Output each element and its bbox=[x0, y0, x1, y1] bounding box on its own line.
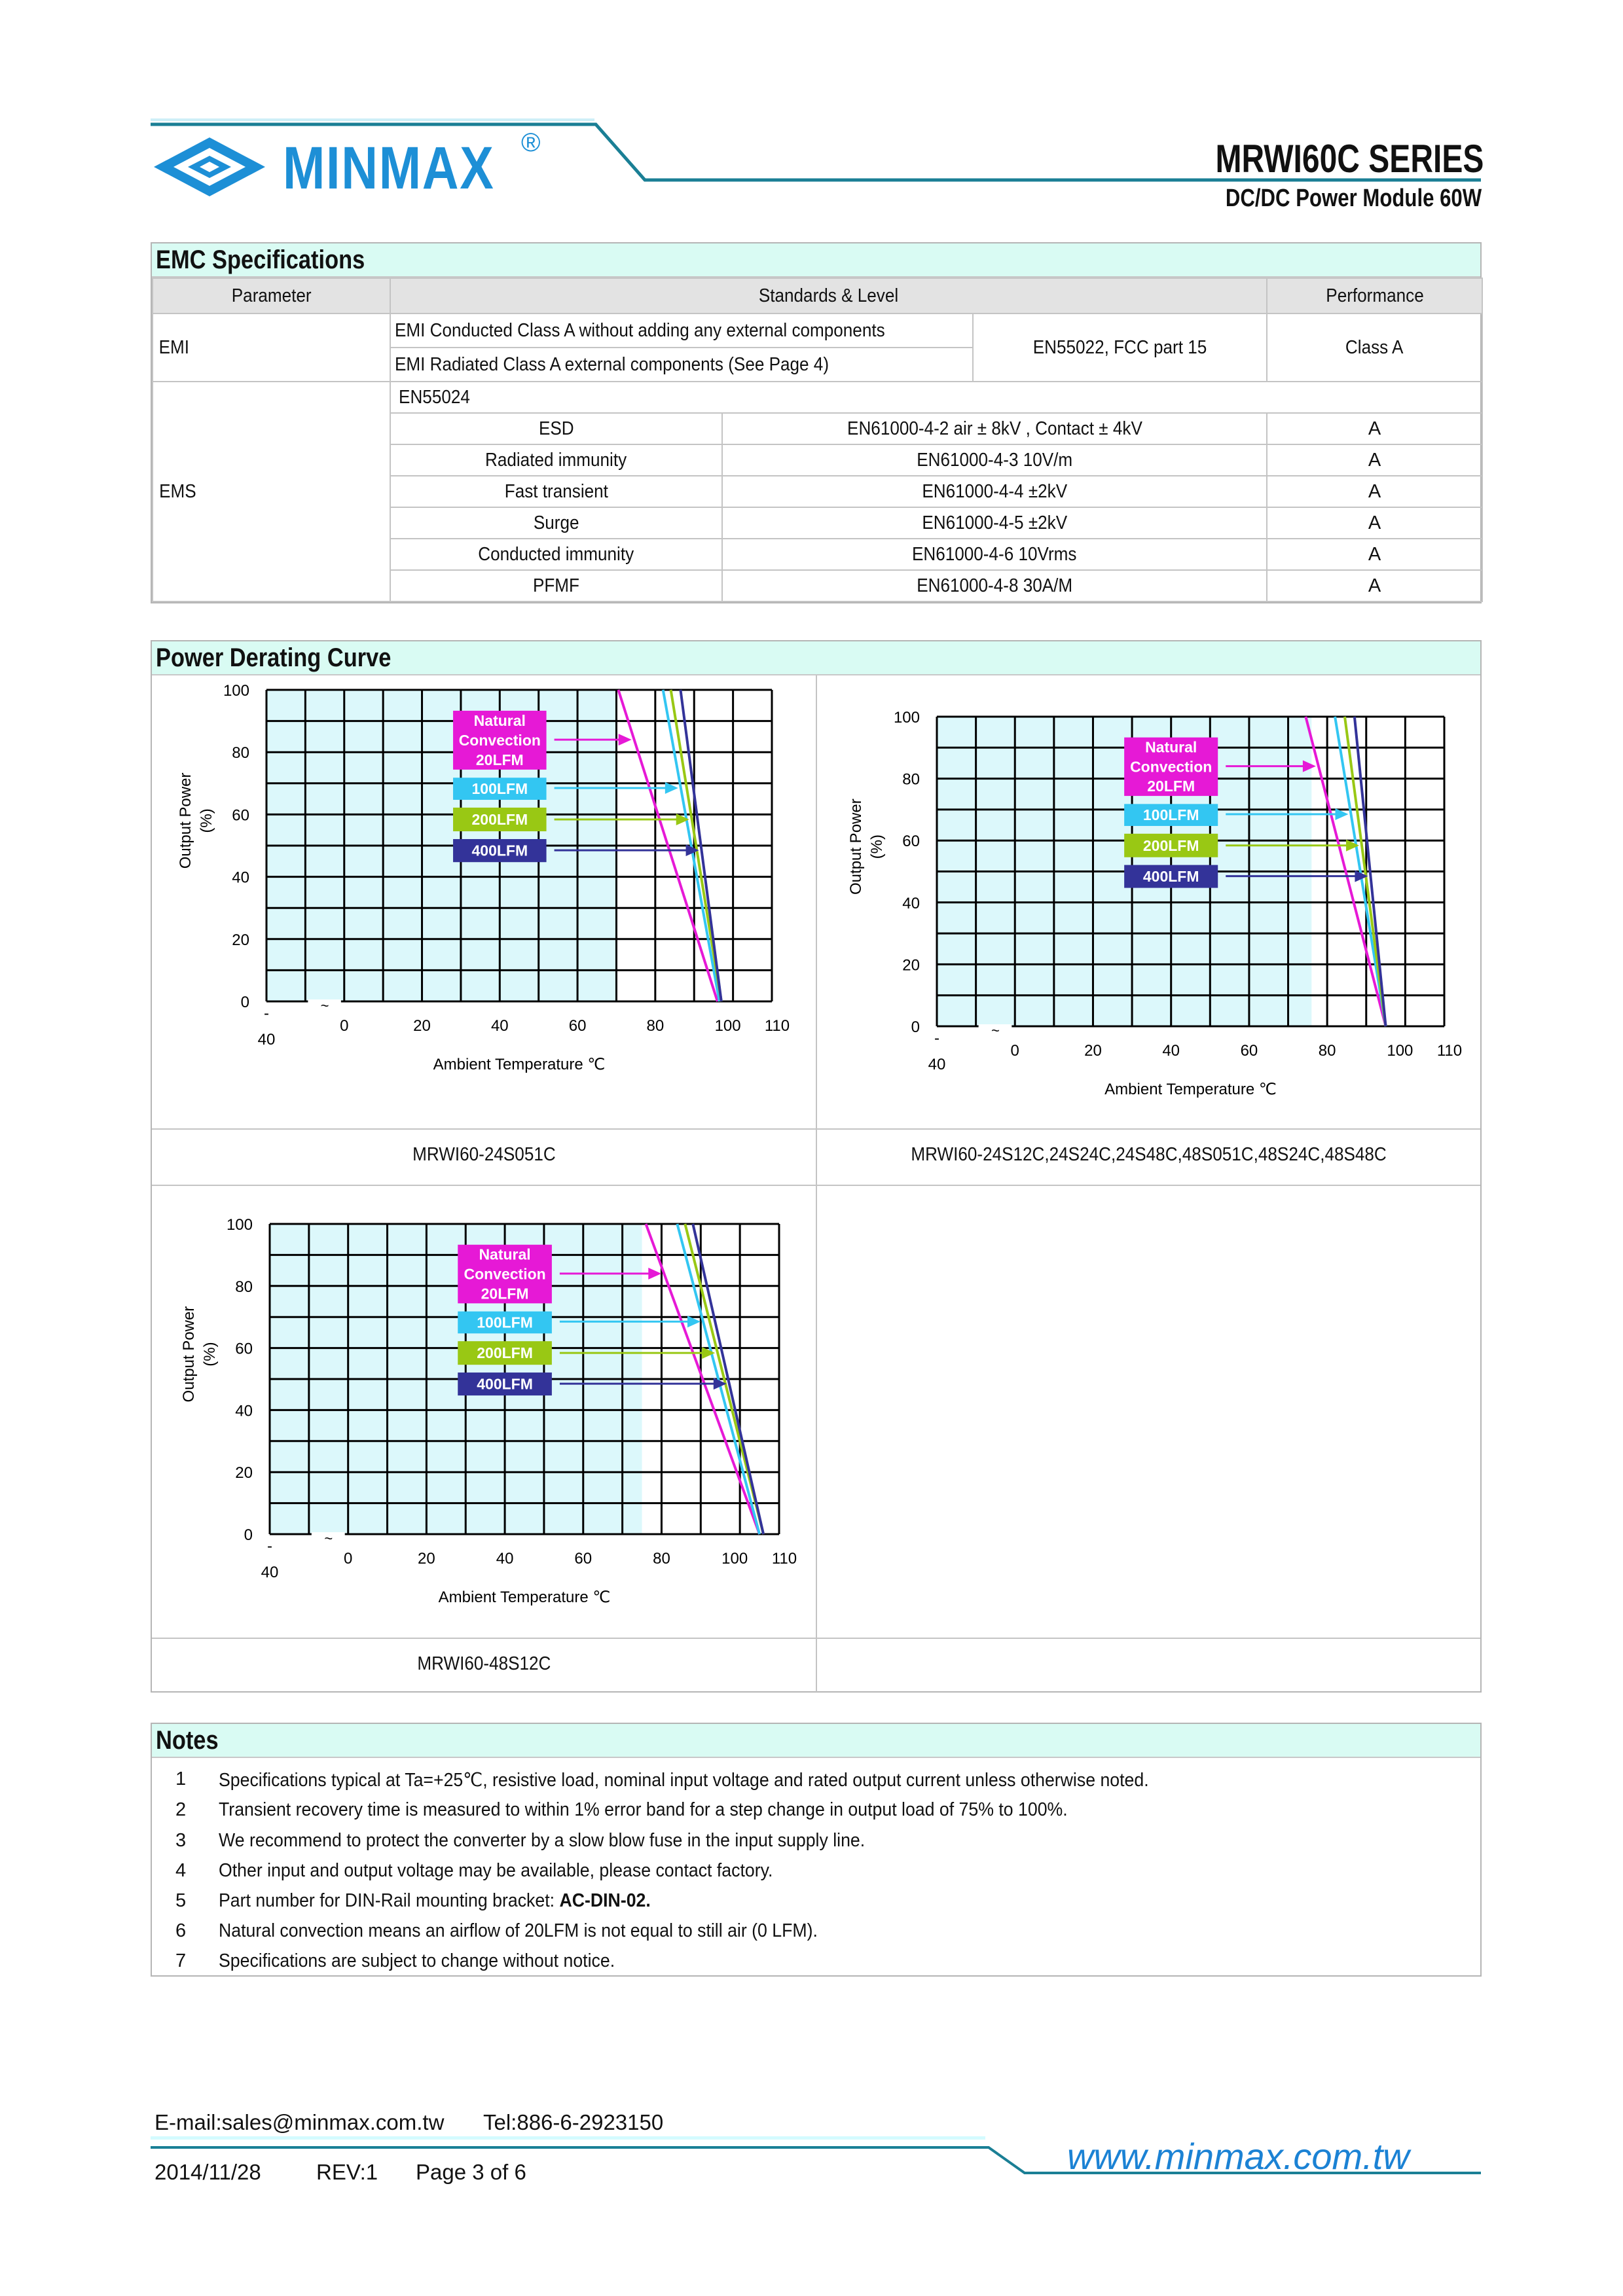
footer-tel: Tel:886-6-2923150 bbox=[483, 2110, 664, 2134]
y-tick-label: 60 bbox=[232, 806, 249, 825]
arrow-head-icon bbox=[648, 1268, 661, 1280]
standard-cell: EN55024 bbox=[390, 382, 1482, 413]
series-title: MRWI60C SERIES bbox=[1215, 137, 1484, 181]
parameter-cell: EMS bbox=[153, 382, 390, 601]
divider bbox=[152, 1128, 1480, 1130]
footer-revision: REV:1 bbox=[316, 2160, 378, 2184]
legend-label: Natural bbox=[479, 1246, 531, 1263]
test-item: Fast transient bbox=[390, 476, 722, 507]
x-tick-label: 0 bbox=[1010, 1042, 1019, 1060]
test-level: EN61000-4-5 ±2kV bbox=[722, 507, 1267, 539]
y-axis-title: Output Power bbox=[177, 772, 194, 869]
performance-cell: A bbox=[1267, 413, 1482, 444]
x-axis-title: Ambient Temperature ℃ bbox=[433, 1056, 606, 1073]
test-item: Radiated immunity bbox=[390, 444, 722, 476]
legend-label: Convection bbox=[464, 1265, 546, 1283]
y-tick-label: 80 bbox=[902, 770, 920, 789]
chart-caption: MRWI60-24S12C,24S24C,24S48C,48S051C,48S24C,48S48C bbox=[911, 1144, 1387, 1165]
x-tick-label: 20 bbox=[1084, 1042, 1102, 1060]
legend-label: 400LFM bbox=[477, 1375, 533, 1393]
divider bbox=[152, 1638, 1480, 1639]
y-tick-label: 40 bbox=[902, 894, 920, 912]
section-title: EMC Specifications bbox=[152, 243, 1480, 278]
footer-date: 2014/11/28 bbox=[155, 2160, 261, 2184]
x-tick-label: 80 bbox=[653, 1550, 670, 1568]
x-tick-label: 40 bbox=[257, 1031, 276, 1049]
performance-cell: A bbox=[1267, 476, 1482, 507]
x-tick-label: 60 bbox=[574, 1550, 593, 1568]
test-item: ESD bbox=[390, 413, 722, 444]
performance-cell: A bbox=[1267, 444, 1482, 476]
column-header: Standards & Level bbox=[390, 278, 1267, 314]
test-level: EN61000-4-6 10Vrms bbox=[722, 539, 1267, 570]
test-item: Surge bbox=[390, 507, 722, 539]
y-tick-label: 60 bbox=[902, 833, 920, 851]
y-tick-label: 80 bbox=[235, 1278, 253, 1296]
column-header: Parameter bbox=[153, 278, 390, 314]
y-tick-label: 100 bbox=[226, 1216, 253, 1234]
x-tick-label: 100 bbox=[721, 1550, 748, 1568]
x-tick-label: 40 bbox=[496, 1550, 514, 1568]
chart-caption: MRWI60-24S051C bbox=[412, 1144, 556, 1165]
derating-chart-1 bbox=[152, 677, 816, 1128]
x-tick-label: 110 bbox=[764, 1017, 790, 1035]
notes-section: Notes 1 Specifications typical at Ta=+25℃, resistive load, nominal input voltage and rated output current unless otherwise noted. 2 Transient recovery time is measured to within 1% error band for a step change in output load of 75% to 100%. 3 We recommend to protect the converter by a slow blow fuse in the input supply line. 4 Other input and output voltage may be available, please contact factory. 5 Part number for DIN-Rail mounting bracket: AC-DIN-02. 6 Natural convection means an airflow of 20LFM is not equal to still air (0 LFM). 7 Specifications are subject to change without notice. bbox=[151, 1723, 1482, 1977]
legend-label: 20LFM bbox=[481, 1285, 529, 1302]
x-tick-label: 80 bbox=[646, 1017, 665, 1035]
registered-mark: ® bbox=[521, 128, 541, 157]
x-tick-label: 40 bbox=[1162, 1042, 1180, 1060]
x-tick-label: 20 bbox=[413, 1017, 431, 1035]
axis-break-icon: ~ bbox=[320, 997, 329, 1014]
footer-page-number: Page 3 of 6 bbox=[416, 2160, 526, 2184]
x-tick-label-minus: - bbox=[264, 1005, 269, 1022]
y-axis-title: Output Power bbox=[847, 798, 865, 895]
test-level: EN61000-4-8 30A/M bbox=[722, 570, 1267, 601]
y-tick-label: 100 bbox=[223, 682, 249, 700]
table-row bbox=[153, 314, 1482, 348]
test-level: EN61000-4-4 ±2kV bbox=[722, 476, 1267, 507]
x-tick-label: 40 bbox=[490, 1017, 509, 1035]
y-axis-unit: (%) bbox=[868, 834, 886, 859]
x-axis-title: Ambient Temperature ℃ bbox=[438, 1588, 611, 1606]
parameter-cell: EMI bbox=[153, 314, 390, 382]
y-tick-label: 20 bbox=[902, 956, 920, 975]
legend-label: 200LFM bbox=[477, 1344, 533, 1362]
y-tick-label: 60 bbox=[235, 1340, 253, 1358]
x-tick-label: 40 bbox=[261, 1564, 279, 1581]
derating-chart-2 bbox=[817, 677, 1480, 1128]
axis-break-icon: ~ bbox=[991, 1022, 1000, 1039]
chart-caption: MRWI60-48S12C bbox=[416, 1653, 551, 1674]
legend-label: Natural bbox=[473, 711, 526, 729]
x-tick-label: 110 bbox=[1436, 1042, 1463, 1060]
x-tick-label: 60 bbox=[568, 1017, 587, 1035]
standard-cell: EN55022, FCC part 15 bbox=[973, 314, 1267, 382]
legend-label: 20LFM bbox=[1147, 778, 1195, 795]
legend-label: 200LFM bbox=[1142, 836, 1199, 854]
performance-cell: A bbox=[1267, 539, 1482, 570]
legend-label: 400LFM bbox=[1142, 868, 1199, 886]
table-row bbox=[153, 382, 1482, 413]
minmax-logo-icon bbox=[154, 137, 265, 196]
x-tick-label: 60 bbox=[1240, 1042, 1258, 1060]
performance-cell: A bbox=[1267, 507, 1482, 539]
x-tick-label-minus: - bbox=[934, 1030, 939, 1047]
x-axis-title: Ambient Temperature ℃ bbox=[1104, 1081, 1277, 1098]
x-tick-label: 0 bbox=[340, 1017, 349, 1035]
standard-cell: EMI Radiated Class A external components (See Page 4) bbox=[390, 348, 973, 382]
part-number: AC-DIN-02. bbox=[559, 1890, 651, 1911]
arrow-head-icon bbox=[619, 734, 632, 745]
brand-logo-text: MINMAX bbox=[283, 135, 495, 202]
column-header: Performance bbox=[1267, 278, 1482, 314]
legend-label: 200LFM bbox=[471, 811, 528, 829]
x-tick-label: 110 bbox=[771, 1550, 797, 1568]
y-tick-label: 20 bbox=[232, 931, 249, 949]
x-tick-label: 20 bbox=[418, 1550, 435, 1568]
y-tick-label: 40 bbox=[235, 1402, 253, 1420]
axis-break-icon: ~ bbox=[324, 1530, 333, 1547]
emc-specifications-section bbox=[151, 242, 1482, 603]
legend-label: 100LFM bbox=[477, 1314, 533, 1331]
legend-label: 20LFM bbox=[475, 751, 524, 768]
test-level: EN61000-4-3 10V/m bbox=[722, 444, 1267, 476]
legend-label: 100LFM bbox=[1142, 806, 1199, 824]
y-tick-label: 40 bbox=[232, 869, 249, 887]
test-item: PFMF bbox=[390, 570, 722, 601]
emc-table bbox=[152, 278, 1483, 602]
x-tick-label: 100 bbox=[714, 1017, 741, 1035]
y-axis-unit: (%) bbox=[198, 808, 215, 833]
power-derating-section bbox=[151, 640, 1482, 1693]
derating-chart-3 bbox=[152, 1186, 816, 1638]
legend-label: Convection bbox=[458, 731, 541, 749]
y-tick-label: 20 bbox=[235, 1464, 253, 1482]
section-title: Power Derating Curve bbox=[152, 641, 1480, 675]
y-tick-label: 0 bbox=[911, 1018, 920, 1036]
performance-cell: Class A bbox=[1267, 314, 1482, 382]
legend-label: Convection bbox=[1130, 758, 1213, 776]
y-tick-label: 0 bbox=[240, 994, 249, 1011]
test-item: Conducted immunity bbox=[390, 539, 722, 570]
standard-cell: EMI Conducted Class A without adding any external components bbox=[390, 314, 973, 348]
section-title: Notes bbox=[152, 1724, 1480, 1758]
series-subtitle: DC/DC Power Module 60W bbox=[1225, 185, 1482, 212]
y-tick-label: 100 bbox=[893, 709, 920, 726]
footer-email: E-mail:sales@minmax.com.tw bbox=[155, 2110, 445, 2134]
test-level: EN61000-4-2 air ± 8kV , Contact ± 4kV bbox=[722, 413, 1267, 444]
x-tick-label: 40 bbox=[928, 1056, 946, 1073]
legend-label: Natural bbox=[1145, 738, 1197, 756]
x-tick-label: 80 bbox=[1318, 1042, 1336, 1060]
y-axis-unit: (%) bbox=[201, 1342, 219, 1367]
y-tick-label: 0 bbox=[244, 1526, 253, 1544]
legend-label: 400LFM bbox=[471, 842, 528, 859]
x-tick-label: 0 bbox=[344, 1550, 353, 1568]
performance-cell: A bbox=[1267, 570, 1482, 601]
y-axis-title: Output Power bbox=[180, 1306, 198, 1403]
table-header-row bbox=[153, 278, 1482, 314]
legend-label: 100LFM bbox=[471, 780, 528, 798]
y-tick-label: 80 bbox=[232, 744, 249, 762]
x-tick-label-minus: - bbox=[267, 1537, 272, 1555]
website-link[interactable]: www.minmax.com.tw bbox=[1067, 2136, 1410, 2177]
x-tick-label: 100 bbox=[1387, 1042, 1413, 1060]
